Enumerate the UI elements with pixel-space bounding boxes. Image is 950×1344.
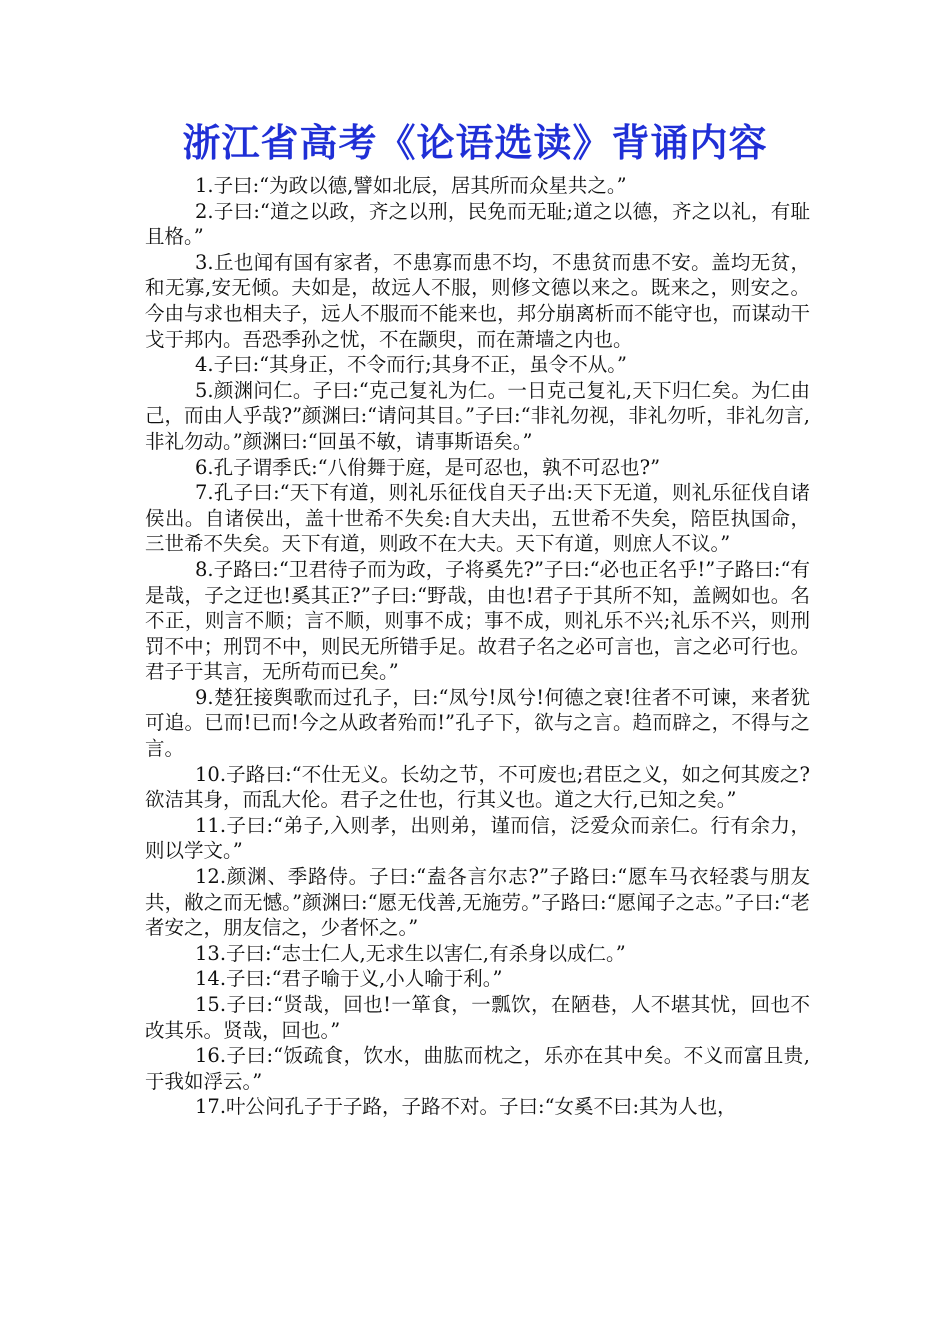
paragraph-8: 8.子路曰:“卫君待子而为政，子将奚先?”子曰:“必也正名乎!”子路曰:“有是哉，子之迂也!奚其正?”子曰:“野哉，由也!君子于其所不知，盖阙如也。名不正，则言不顺；言不顺，则事不成；事不成，则礼乐不兴;礼乐不兴，则刑罚不中；刑罚不中，则民无所错手足。故君子名之必可言也，言之必可行也。君子于其言，无所苟而已矣。” [145, 557, 810, 684]
paragraph-17: 17.叶公问孔子于子路，子路不对。子曰:“女奚不曰:其为人也， [195, 1095, 737, 1119]
document-body [145, 173, 810, 1120]
paragraph-5: 5.颜渊问仁。子曰:“克己复礼为仁。一日克己复礼,天下归仁矣。为仁由己，而由人乎哉?”颜渊曰:“请问其目。”子曰:“非礼勿视，非礼勿听，非礼勿言,非礼勿动。”颜渊曰:“回虽不敏，请事斯语矣。” [145, 378, 810, 453]
paragraph-10: 10.子路曰:“不仕无义。长幼之节，不可废也;君臣之义，如之何其废之?欲洁其身，而乱大伦。君子之仕也，行其义也。道之大行,已知之矣。” [145, 762, 810, 812]
paragraph-16: 16.子曰:“饭疏食，饮水，曲肱而枕之，乐亦在其中矣。不义而富且贵,于我如浮云。” [145, 1044, 810, 1093]
paragraph-2: 2.子曰:“道之以政，齐之以刑，民免而无耻;道之以德，齐之以礼，有耻且格。” [145, 199, 810, 249]
paragraph-11: 11.子曰:“弟子,入则孝，出则弟，谨而信，泛爱众而亲仁。行有余力，则以学文。” [145, 813, 810, 863]
paragraph-12: 12.颜渊、季路侍。子曰:“盍各言尔志?”子路曰:“愿车马衣轻裘与朋友共，敝之而无憾。”颜渊曰:“愿无伐善,无施劳。”子路曰:“愿闻子之志。”子曰:“老者安之，朋友信之，少者怀之。” [145, 865, 810, 940]
document-title: 浙江省高考《论语选读》背诵内容 [182, 120, 768, 165]
paragraph-15: 15.子曰:“贤哉，回也!一箪食，一瓢饮，在陋巷，人不堪其忧，回也不改其乐。贤哉，回也。” [145, 993, 810, 1042]
paragraph-1: 1.子曰:“为政以德,譬如北辰，居其所而众星共之。” [195, 174, 627, 197]
paragraph-6: 6.孔子谓季氏:“八佾舞于庭，是可忍也，孰不可忍也?” [195, 455, 661, 479]
paragraph-7: 7.孔子曰:“天下有道，则礼乐征伐自天子出:天下无道，则礼乐征伐自诸侯出。自诸侯出，盖十世希不失矣:自大夫出，五世希不失矣，陪臣执国命，三世希不失矣。天下有道，则政不在大夫。天下有道，则庶人不议。” [145, 481, 810, 556]
paragraph-13: 13.子曰:“志士仁人,无求生以害仁,有杀身以成仁。” [195, 941, 626, 965]
paragraph-9: 9.楚狂接舆歌而过孔子，曰:“凤兮!凤兮!何德之衰!往者不可谏，来者犹可追。已而!已而!今之从政者殆而!”孔子下，欲与之言。趋而辟之，不得与之言。 [145, 685, 810, 761]
paragraph-14: 14.子曰:“君子喻于义,小人喻于利。” [195, 967, 503, 991]
paragraph-4: 4.子曰:“其身正，不令而行;其身不正，虽令不从。” [195, 353, 627, 377]
paragraph-3: 3.丘也闻有国有家者，不患寡而患不均，不患贫而患不安。盖均无贫，和无寡,安无倾。夫如是，故远人不服，则修文德以来之。既来之，则安之。今由与求也相夫子，远人不服而不能来也，邦分崩离析而不能守也，而谋动干戈于邦内。吾恐季孙之忧，不在颛臾，而在萧墙之内也。 [145, 250, 810, 351]
